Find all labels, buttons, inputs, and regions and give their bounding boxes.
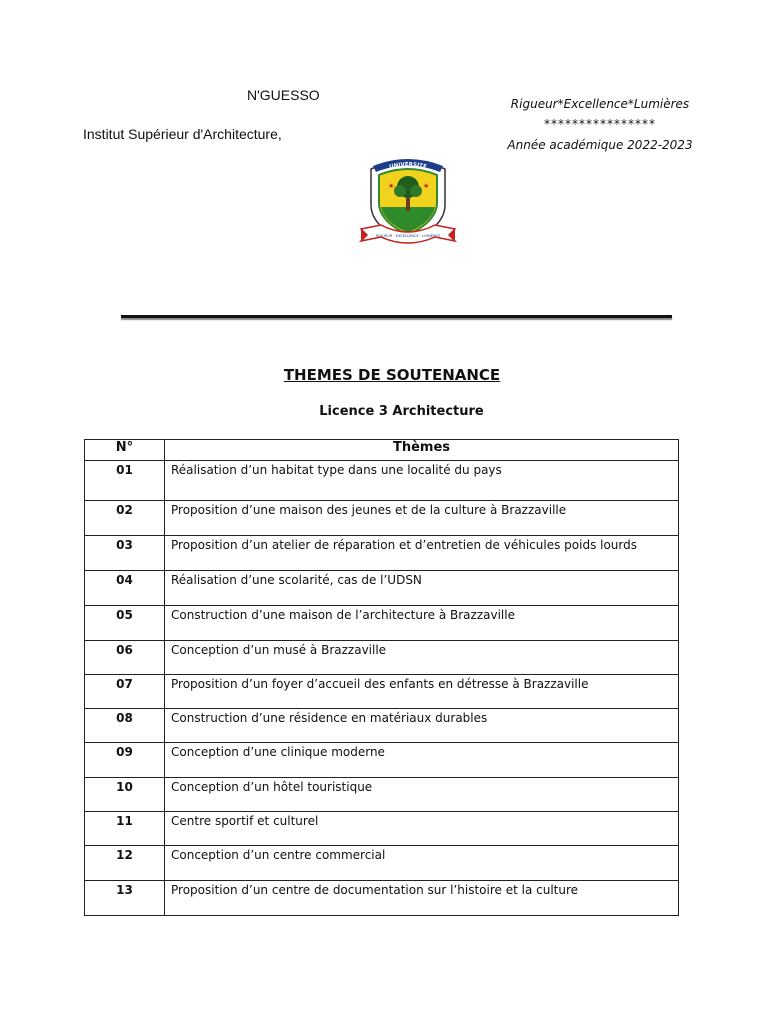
table-row <box>85 778 679 812</box>
table-row <box>85 812 679 846</box>
document-subtitle: Licence 3 Architecture <box>319 404 484 419</box>
row-number: 09 <box>85 743 165 778</box>
table-row <box>85 641 679 675</box>
row-theme: Proposition d’un centre de documentation sur l’histoire et la culture <box>165 881 679 916</box>
row-theme: Construction d’une résidence en matériaux durables <box>165 709 679 743</box>
table-row <box>85 536 679 571</box>
table-row <box>85 571 679 606</box>
row-theme: Construction d’une maison de l’architecture à Brazzaville <box>165 606 679 641</box>
row-theme: Conception d’un hôtel touristique <box>165 778 679 812</box>
row-number: 13 <box>85 881 165 916</box>
row-number: 06 <box>85 641 165 675</box>
university-crest-logo <box>357 155 459 247</box>
row-theme: Proposition d’un atelier de réparation et d’entretien de véhicules poids lourds <box>165 536 679 571</box>
row-number: 04 <box>85 571 165 606</box>
document-title: THEMES DE SOUTENANCE <box>283 366 501 384</box>
table-row <box>85 709 679 743</box>
row-number: 12 <box>85 846 165 881</box>
motto-stars: **************** <box>544 117 656 131</box>
row-theme: Conception d’un centre commercial <box>165 846 679 881</box>
table-row <box>85 846 679 881</box>
institute-name: Institut Supérieur d'Architecture, <box>83 126 282 142</box>
row-number: 01 <box>85 461 165 501</box>
table-header-row <box>85 440 679 461</box>
row-number: 08 <box>85 709 165 743</box>
row-number: 11 <box>85 812 165 846</box>
row-theme: Conception d’une clinique moderne <box>165 743 679 778</box>
row-number: 07 <box>85 675 165 709</box>
row-theme: Réalisation d’un habitat type dans une localité du pays <box>165 461 679 501</box>
table-row <box>85 461 679 501</box>
table-row <box>85 501 679 536</box>
row-number: 03 <box>85 536 165 571</box>
column-header-themes: Thèmes <box>165 440 679 461</box>
row-number: 05 <box>85 606 165 641</box>
row-theme: Centre sportif et culturel <box>165 812 679 846</box>
row-theme: Réalisation d’une scolarité, cas de l’UDSN <box>165 571 679 606</box>
crest-ribbon-text: RIGUEUR · EXCELLENCE · LUMIERES <box>375 234 441 238</box>
svg-text:★: ★ <box>423 182 430 190</box>
column-header-number: N° <box>85 440 165 461</box>
academic-year: Année académique 2022-2023 <box>507 138 693 152</box>
table-row <box>85 606 679 641</box>
svg-text:★: ★ <box>388 182 395 190</box>
motto: Rigueur*Excellence*Lumières <box>510 97 690 111</box>
row-number: 10 <box>85 778 165 812</box>
table-row <box>85 881 679 916</box>
separator-rule <box>121 315 672 318</box>
row-theme: Conception d’un musé à Brazzaville <box>165 641 679 675</box>
table-row <box>85 675 679 709</box>
table-row <box>85 743 679 778</box>
row-theme: Proposition d’un foyer d’accueil des enfants en détresse à Brazzaville <box>165 675 679 709</box>
institution-name: N'GUESSO <box>247 87 320 103</box>
themes-table <box>84 439 679 916</box>
crest-top-text: UNIVERSITE <box>388 161 428 171</box>
row-theme: Proposition d’une maison des jeunes et de la culture à Brazzaville <box>165 501 679 536</box>
row-number: 02 <box>85 501 165 536</box>
